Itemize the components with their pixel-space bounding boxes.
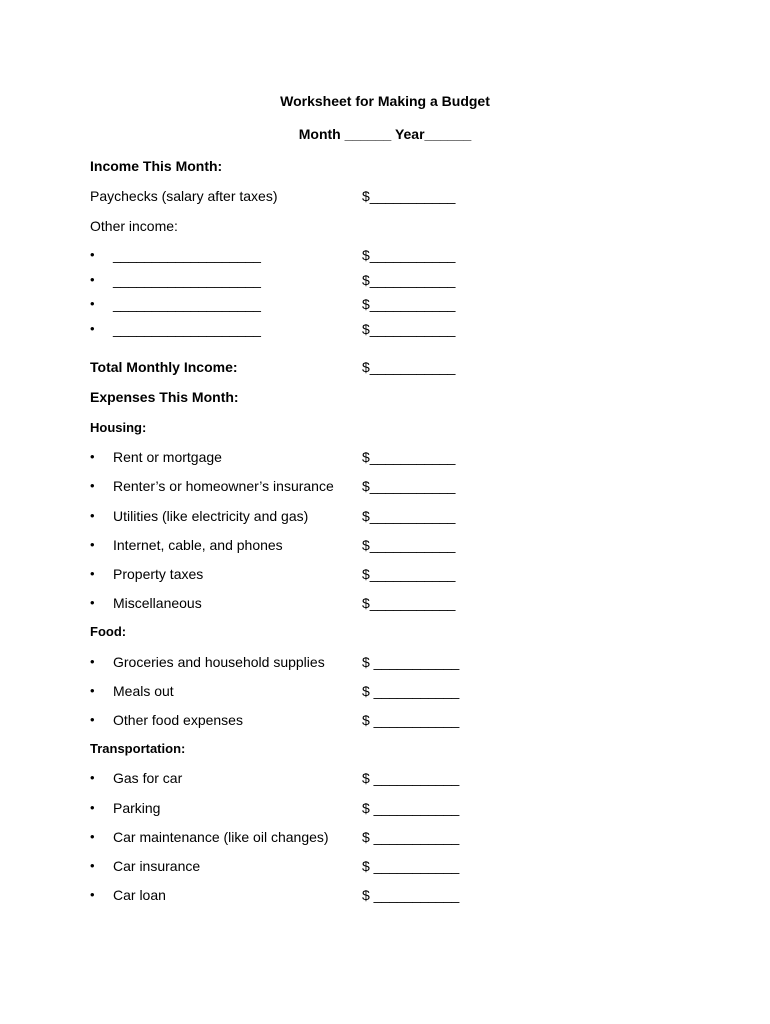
- expense-label: Utilities (like electricity and gas): [113, 508, 309, 524]
- expense-item: [90, 652, 510, 672]
- expense-amount-blank[interactable]: $ ___________: [362, 770, 460, 786]
- expense-amount-blank[interactable]: $ ___________: [362, 887, 460, 903]
- expense-item: [90, 506, 510, 526]
- expense-label: Car maintenance (like oil changes): [113, 829, 329, 845]
- expense-amount-blank[interactable]: $ ___________: [362, 858, 460, 874]
- expense-label: Gas for car: [113, 770, 183, 786]
- expense-item: [90, 710, 510, 730]
- bullet-icon: •: [90, 829, 95, 844]
- other-income-amount-blank[interactable]: $___________: [362, 272, 456, 288]
- expense-amount-blank[interactable]: $ ___________: [362, 829, 460, 845]
- other-income-name-blank[interactable]: ___________________: [113, 247, 261, 263]
- paychecks-label: Paychecks (salary after taxes): [90, 188, 278, 204]
- other-income-item: [90, 294, 510, 314]
- total-income-amount-blank[interactable]: $___________: [362, 359, 456, 375]
- expense-label: Rent or mortgage: [113, 449, 222, 465]
- other-income-amount-blank[interactable]: $___________: [362, 296, 456, 312]
- other-income-item: [90, 270, 510, 290]
- transportation-heading-label: Transportation:: [90, 741, 186, 756]
- bullet-icon: •: [90, 858, 95, 873]
- expense-amount-blank[interactable]: $ ___________: [362, 683, 460, 699]
- expense-label: Miscellaneous: [113, 595, 202, 611]
- expense-amount-blank[interactable]: $___________: [362, 595, 456, 611]
- other-income-name-blank[interactable]: ___________________: [113, 321, 261, 337]
- expense-amount-blank[interactable]: $ ___________: [362, 712, 460, 728]
- expense-item: [90, 885, 510, 905]
- expense-item: [90, 798, 510, 818]
- bullet-icon: •: [90, 508, 95, 523]
- other-income-name-blank[interactable]: ___________________: [113, 296, 261, 312]
- expense-amount-blank[interactable]: $___________: [362, 449, 456, 465]
- bullet-icon: •: [90, 712, 95, 727]
- expense-item: [90, 827, 510, 847]
- bullet-icon: •: [90, 321, 95, 336]
- housing-heading-label: Housing:: [90, 420, 147, 435]
- bullet-icon: •: [90, 683, 95, 698]
- expense-item: [90, 476, 510, 496]
- expense-label: Car insurance: [113, 858, 201, 874]
- expense-item: [90, 768, 510, 788]
- expense-item: [90, 447, 510, 467]
- bullet-icon: •: [90, 247, 95, 262]
- other-income-amount-blank[interactable]: $___________: [362, 247, 456, 263]
- bullet-icon: •: [90, 770, 95, 785]
- expense-label: Property taxes: [113, 566, 204, 582]
- bullet-icon: •: [90, 800, 95, 815]
- expense-label: Other food expenses: [113, 712, 243, 728]
- other-income-row: [90, 216, 510, 236]
- expenses-heading-label: Expenses This Month:: [90, 389, 239, 405]
- other-income-name-blank[interactable]: ___________________: [113, 272, 261, 288]
- expense-item: [90, 535, 510, 555]
- expense-item: [90, 593, 510, 613]
- expense-amount-blank[interactable]: $ ___________: [362, 654, 460, 670]
- expense-label: Internet, cable, and phones: [113, 537, 283, 553]
- expenses-heading: [90, 387, 510, 407]
- total-income-row: [90, 357, 510, 377]
- paychecks-row: [90, 186, 510, 206]
- bullet-icon: •: [90, 537, 95, 552]
- expense-item: [90, 856, 510, 876]
- bullet-icon: •: [90, 654, 95, 669]
- bullet-icon: •: [90, 478, 95, 493]
- expense-label: Car loan: [113, 887, 166, 903]
- bullet-icon: •: [90, 887, 95, 902]
- expense-label: Groceries and household supplies: [113, 654, 325, 670]
- expense-amount-blank[interactable]: $___________: [362, 508, 456, 524]
- bullet-icon: •: [90, 595, 95, 610]
- expense-item: [90, 564, 510, 584]
- page-title: Worksheet for Making a Budget: [280, 93, 490, 109]
- other-income-item: [90, 245, 510, 265]
- income-heading: [90, 156, 510, 176]
- food-heading: [90, 622, 510, 642]
- total-income-label: Total Monthly Income:: [90, 359, 238, 375]
- expense-label: Parking: [113, 800, 161, 816]
- other-income-item: [90, 319, 510, 339]
- transportation-heading: [90, 739, 510, 759]
- housing-heading: [90, 418, 510, 438]
- expense-label: Renter’s or homeowner’s insurance: [113, 478, 334, 494]
- expense-amount-blank[interactable]: $___________: [362, 566, 456, 582]
- expense-amount-blank[interactable]: $___________: [362, 537, 456, 553]
- bullet-icon: •: [90, 272, 95, 287]
- bullet-icon: •: [90, 449, 95, 464]
- expense-amount-blank[interactable]: $ ___________: [362, 800, 460, 816]
- month-year-line: Month ______ Year______: [298, 126, 472, 142]
- expense-item: [90, 681, 510, 701]
- bullet-icon: •: [90, 296, 95, 311]
- food-heading-label: Food:: [90, 624, 127, 639]
- income-heading-label: Income This Month:: [90, 158, 223, 174]
- other-income-label: Other income:: [90, 218, 178, 234]
- other-income-amount-blank[interactable]: $___________: [362, 321, 456, 337]
- expense-amount-blank[interactable]: $___________: [362, 478, 456, 494]
- expense-label: Meals out: [113, 683, 174, 699]
- paychecks-amount-blank[interactable]: $___________: [362, 188, 456, 204]
- bullet-icon: •: [90, 566, 95, 581]
